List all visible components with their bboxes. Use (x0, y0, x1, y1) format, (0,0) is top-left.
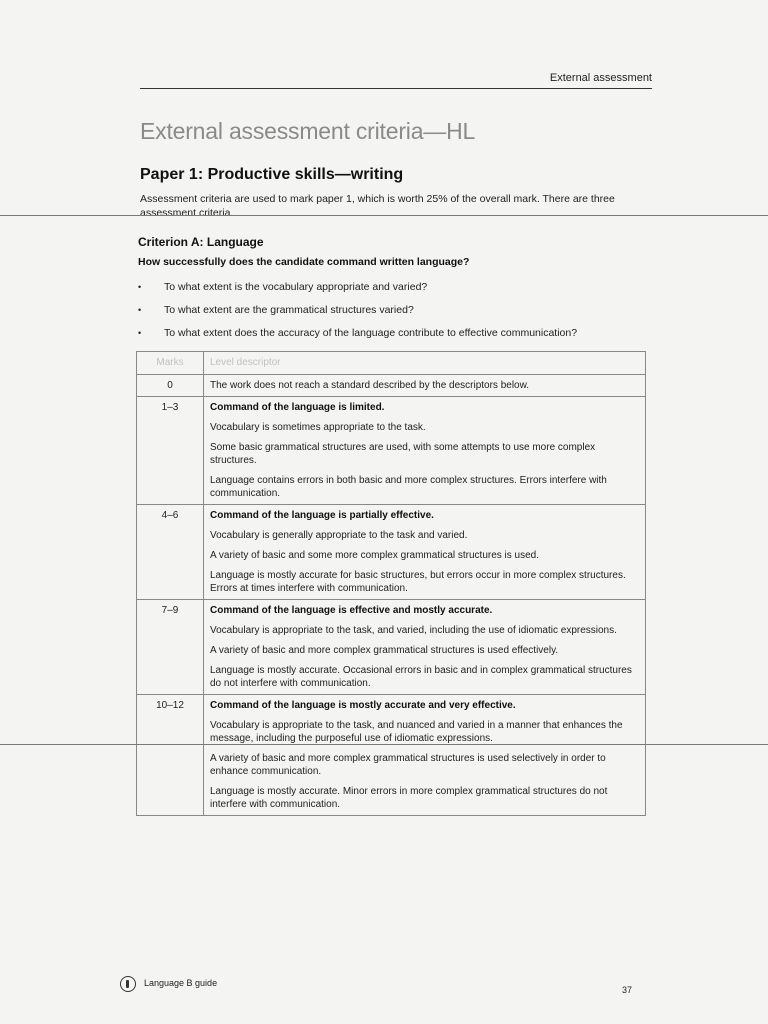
bullet-item: • To what extent does the accuracy of the language contribute to effective communication? (138, 327, 578, 339)
criterion-bullets (138, 280, 658, 349)
descriptor-heading: Command of the language is partially effective. (210, 510, 434, 521)
marks-cell: 4–6 (137, 505, 204, 600)
page-number: 37 (622, 985, 633, 995)
intro-paragraph: Assessment criteria are used to mark paper 1, which is worth 25% of the overall mark. There are three assessment criteria. (140, 193, 615, 219)
descriptor-cell (204, 695, 646, 816)
descriptor-cell (204, 505, 646, 600)
bullet-icon: • (138, 282, 142, 292)
bullet-item: • To what extent are the grammatical structures varied? (138, 304, 414, 316)
descriptor-line: Vocabulary is appropriate to the task, and varied, including the use of idiomatic expressions. (210, 625, 617, 636)
marks-header: Marks (137, 352, 204, 375)
bullet-icon: • (138, 305, 142, 315)
descriptor-heading: Command of the language is limited. (210, 402, 385, 413)
marks-cell: 7–9 (137, 600, 204, 695)
table-row (137, 695, 646, 816)
descriptor-heading: Command of the language is mostly accurate and very effective. (210, 700, 516, 711)
ib-logo-icon (120, 976, 136, 992)
running-head: External assessment (549, 72, 652, 84)
descriptor-line: A variety of basic and some more complex grammatical structures is used. (210, 550, 540, 561)
paper-title: Paper 1: Productive skills—writing (140, 166, 404, 183)
assessment-table (136, 351, 646, 816)
descriptor-line: A variety of basic and more complex grammatical structures is used selectively in order to enhance communication. (210, 753, 606, 777)
criterion-title: Criterion A: Language (138, 235, 264, 249)
table-row (137, 375, 646, 397)
footer-guide-name: Language B guide (144, 978, 218, 988)
criterion-question: How successfully does the candidate command written language? (138, 256, 470, 268)
descriptor-heading: Command of the language is effective and mostly accurate. (210, 605, 493, 616)
bullet-icon: • (138, 328, 142, 338)
marks-cell: 1–3 (137, 397, 204, 505)
descriptor-cell (204, 600, 646, 695)
table-header-row (137, 352, 646, 375)
scan-artifact-line (0, 744, 768, 745)
header-rule (140, 88, 652, 89)
descriptor-line: Language is mostly accurate. Occasional errors in basic and in complex grammatical structures do not interfere with communication. (210, 665, 632, 689)
table-row (137, 600, 646, 695)
table-row (137, 397, 646, 505)
descriptor-line: Vocabulary is sometimes appropriate to the task. (210, 422, 426, 433)
table-row (137, 505, 646, 600)
descriptor-line: Vocabulary is generally appropriate to the task and varied. (210, 530, 468, 541)
descriptor-line: Vocabulary is appropriate to the task, and nuanced and varied in a manner that enhances the message, including the purposeful use of idiomatic expressions. (210, 720, 623, 744)
marks-cell: 10–12 (137, 695, 204, 816)
descriptor-line: Some basic grammatical structures are used, with some attempts to use more complex structures. (210, 442, 596, 466)
bullet-item: • To what extent is the vocabulary appropriate and varied? (138, 281, 428, 293)
marks-cell: 0 (137, 375, 204, 397)
descriptor-line: Language contains errors in both basic and more complex structures. Errors interfere with communication. (210, 475, 607, 499)
descriptor-line: Language is mostly accurate. Minor errors in more complex grammatical structures do not interfere with communication. (210, 786, 608, 810)
descriptor-line: The work does not reach a standard described by the descriptors below. (210, 380, 530, 391)
descriptor-line: Language is mostly accurate for basic structures, but errors occur in more complex structures. Errors at times interfere with communication. (210, 570, 626, 594)
descriptor-cell (204, 375, 646, 397)
descriptor-header: Level descriptor (204, 352, 646, 375)
descriptor-line: A variety of basic and more complex grammatical structures is used effectively. (210, 645, 559, 656)
descriptor-cell (204, 397, 646, 505)
scan-artifact-line (0, 215, 768, 216)
section-title: External assessment criteria—HL (140, 118, 476, 144)
